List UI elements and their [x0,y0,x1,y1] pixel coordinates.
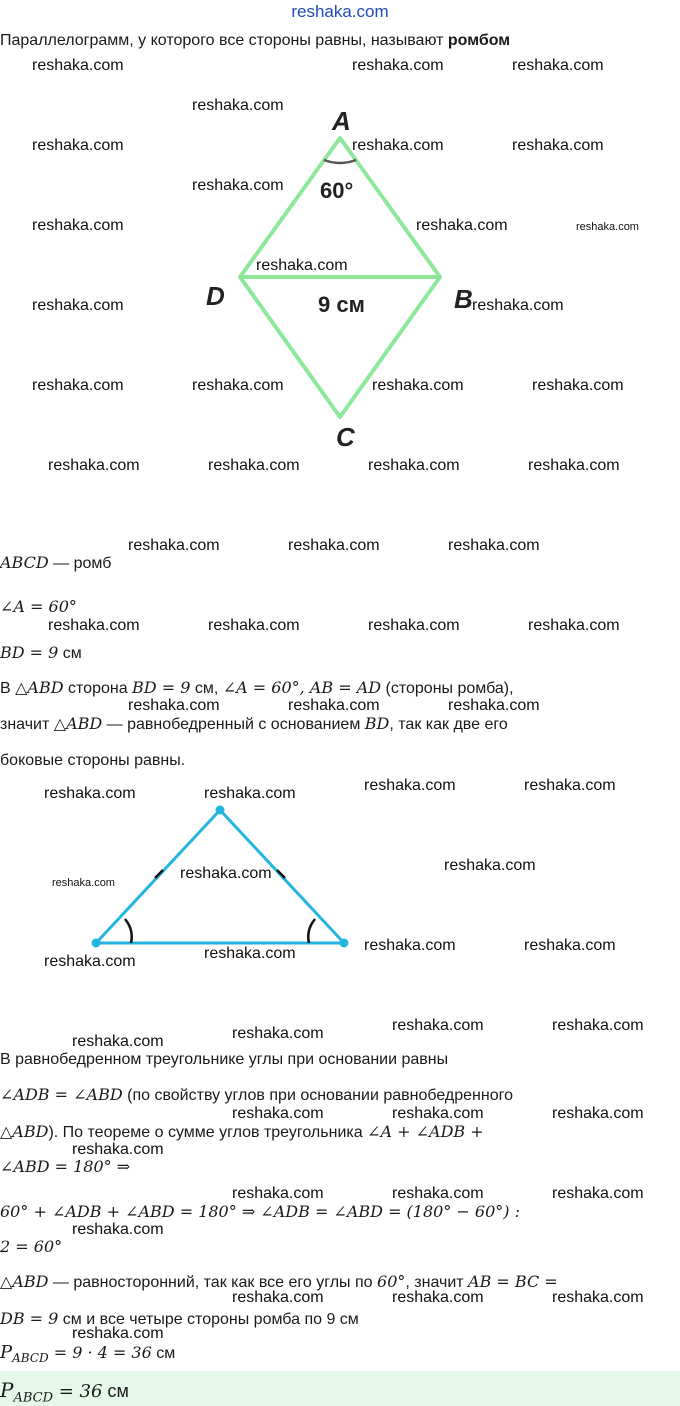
watermark: reshaka.com [208,457,300,474]
watermark: reshaka.com [232,1105,324,1122]
watermark: reshaka.com [180,865,272,882]
perimeter-line [0,1343,175,1368]
intro-text: Параллелограмм, у которого все стороны равны, называют [0,32,444,49]
math-fragment: △ABD [53,714,103,733]
watermark: reshaka.com [32,297,124,314]
site-link[interactable]: reshaka.com [291,2,389,21]
watermark: reshaka.com [32,217,124,234]
watermark: reshaka.com [552,1105,644,1122]
text-fragment: сторона [63,680,133,697]
angle-arc-left [125,919,132,943]
vertex-d-label: D [206,281,225,311]
watermark: reshaka.com [192,377,284,394]
watermark: reshaka.com [512,57,604,74]
watermark: reshaka.com [552,1185,644,1202]
para2-line6 [0,1237,62,1258]
math-fragment: 60° + ∠ADB + ∠ABD = 180° ⇒ ∠ADB = ∠ABD = (180° − 60°) : [0,1202,520,1221]
vertex-dot-top [216,806,225,815]
math-fragment: ∠ABD = 180° ⇒ [0,1157,131,1176]
text-fragment: В равнобедренном треугольнике углы при основании равны [0,1051,449,1068]
watermark: reshaka.com [532,377,624,394]
para2-line3 [0,1122,484,1143]
watermark: reshaka.com [368,457,460,474]
watermark: reshaka.com [416,217,508,234]
text-fragment: — равносторонний, так как все его углы по [48,1274,378,1291]
watermark: reshaka.com [44,953,136,970]
given-rhombus [0,553,111,574]
watermark: reshaka.com [232,1185,324,1202]
text-fragment: , так как две его [389,716,508,733]
watermark: reshaka.com [208,617,300,634]
math-fragment: 60° [377,1272,406,1291]
math-fragment: ∠A + ∠ADB + [367,1122,484,1141]
given-angle-math: ∠A = 60° [0,597,77,616]
watermark: reshaka.com [364,777,456,794]
given-side-unit: см [58,645,82,662]
para2-line2 [0,1085,513,1106]
math-fragment: P [0,1378,14,1402]
given-figure-text: — ромб [48,555,112,572]
para1-line1 [0,678,514,699]
para3-line2 [0,1309,359,1330]
watermark: reshaka.com [364,937,456,954]
watermark: reshaka.com [524,777,616,794]
watermark: reshaka.com [288,537,380,554]
watermark: reshaka.com [372,377,464,394]
math-fragment: = 36 [53,1381,103,1402]
watermark: reshaka.com [32,137,124,154]
text-fragment: см и все четыре стороны ромба по 9 см [58,1311,359,1328]
vertex-c-label: C [336,422,355,452]
math-fragment: △ABD [15,678,64,697]
vertex-dot-left [92,939,101,948]
watermark: reshaka.com [528,457,620,474]
watermark: reshaka.com [204,945,296,962]
math-fragment: BD = 9 [132,678,191,697]
math-fragment: △ABD [0,1272,49,1291]
watermark: reshaka.com [524,937,616,954]
given-angle [0,597,77,618]
text-fragment: ). По теореме о сумме углов треугольника [48,1124,368,1141]
angle-a-value: 60° [320,178,354,203]
watermark: reshaka.com [48,617,140,634]
math-fragment: = 9 · 4 = 36 [48,1343,152,1362]
text-fragment: — равнобедренный с основанием [102,716,365,733]
vertex-a-label: A [332,106,351,136]
text-fragment: (стороны ромба), [381,680,514,697]
watermark: reshaka.com [256,257,348,274]
intro-bold-term: ромбом [447,32,511,49]
math-fragment: P [0,1342,13,1363]
watermark: reshaka.com [192,97,284,114]
watermark: reshaka.com [392,1185,484,1202]
angle-arc-a [324,160,356,163]
watermark: reshaka.com [288,697,380,714]
watermark: reshaka.com [552,1289,644,1306]
math-subscript: ABCD [13,1390,54,1406]
watermark: reshaka.com [232,1289,324,1306]
para2-line4 [0,1157,130,1178]
text-fragment: см [151,1345,176,1362]
text-fragment: см [102,1381,129,1401]
watermark: reshaka.com [448,537,540,554]
math-fragment: ∠ADB = ∠ABD [0,1085,123,1104]
text-fragment: боковые стороны равны. [0,752,186,769]
watermark: reshaka.com [44,785,136,802]
math-fragment: BD [364,714,390,733]
watermark: reshaka.com [352,57,444,74]
watermark: reshaka.com [392,1105,484,1122]
watermark: reshaka.com [72,1033,164,1050]
text-fragment: см, [190,680,223,697]
vertex-dot-right [340,939,349,948]
watermark: reshaka.com [128,697,220,714]
watermark: reshaka.com [392,1017,484,1034]
intro-paragraph [0,31,510,51]
para2-line5 [0,1202,520,1223]
math-subscript: ABCD [12,1351,49,1366]
watermark: reshaka.com [48,457,140,474]
watermark: reshaka.com [128,537,220,554]
given-figure-name: ABCD [0,553,49,572]
watermark: reshaka.com [392,1289,484,1306]
side-bd-length: 9 см [318,292,365,317]
watermark: reshaka.com [552,1017,644,1034]
watermark: reshaka.com [352,137,444,154]
watermark: reshaka.com [52,877,115,889]
watermark: reshaka.com [368,617,460,634]
math-fragment: 2 = 60° [0,1237,63,1256]
watermark: reshaka.com [204,785,296,802]
math-fragment: DB = 9 [0,1309,59,1328]
para1-line2 [0,714,508,735]
math-fragment: ∠A = 60°, AB = AD [222,678,382,697]
watermark: reshaka.com [32,377,124,394]
watermark: reshaka.com [32,57,124,74]
given-side [0,643,82,664]
answer-line [0,1378,129,1406]
watermark: reshaka.com [512,137,604,154]
watermark: reshaka.com [232,1025,324,1042]
text-fragment: (по свойству углов при основании равнобедренного [122,1087,513,1104]
watermark: reshaka.com [72,1221,164,1238]
para2-line1 [0,1050,448,1070]
math-fragment: AB = BC = [468,1272,558,1291]
para1-line3 [0,751,185,771]
watermark: reshaka.com [448,697,540,714]
vertex-b-label: B [454,284,473,314]
watermark: reshaka.com [72,1141,164,1158]
text-fragment: , значит [405,1274,469,1291]
watermark: reshaka.com [472,297,564,314]
given-side-math: BD = 9 [0,643,59,662]
watermark: reshaka.com [576,221,639,233]
text-fragment: В [0,680,16,697]
angle-arc-right [308,919,315,943]
watermark: reshaka.com [192,177,284,194]
watermark: reshaka.com [444,857,536,874]
watermark: reshaka.com [72,1325,164,1342]
watermark: reshaka.com [528,617,620,634]
text-fragment: значит [0,716,54,733]
math-fragment: △ABD [0,1122,49,1141]
